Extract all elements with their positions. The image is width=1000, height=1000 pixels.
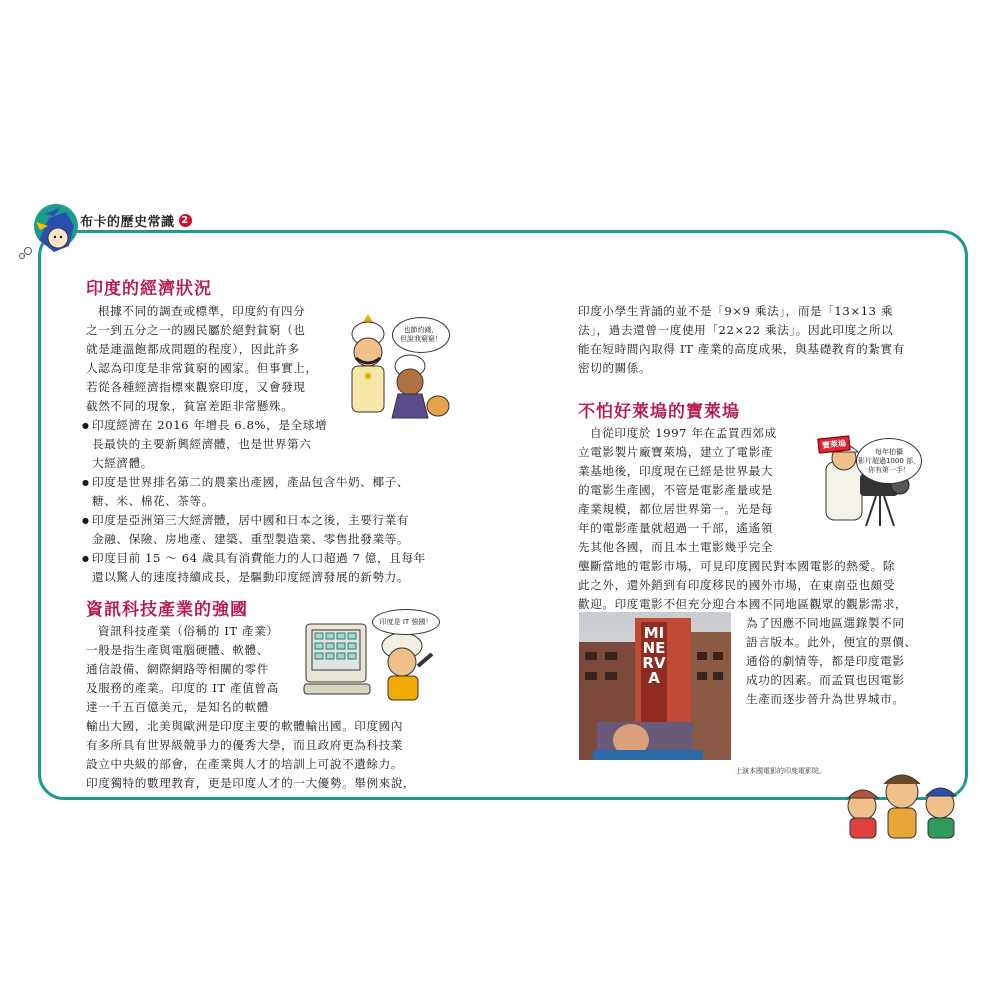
speech-bubble-text: 印度是 IT 強國！ [379,617,433,626]
bullet-item [82,549,426,587]
text-line: 通俗的劇情等，都是印度電影 [746,654,905,668]
film-paragraph-narrow [578,424,803,557]
text-line: 業基地後，印度現在已經是世界最大 [578,464,774,478]
bollywood-sign: 寶萊塢 [817,435,850,453]
text-line: 截然不同的現象，貧富差距非常懸殊。 [86,399,294,413]
series-number-badge: 2 [179,214,192,227]
cinema-sign-text: MINERVA [642,624,666,687]
film-paragraph-right [746,614,921,709]
text-line: 還以驚人的速度持續成長，是驅動印度經濟發展的新勢力。 [92,570,410,584]
text-line: 糖、米、棉花、茶等。 [92,494,214,508]
heading-bollywood: 不怕好萊塢的寶萊塢 [578,402,740,422]
text-line: 達一千五百億美元，是知名的軟體 [86,700,269,714]
speech-bubble [372,609,440,635]
bullet-item [82,511,426,549]
text-line: 密切的關係。 [578,361,652,375]
text-line: 能在短時間內取得 IT 產業的高度成果，與基礎教育的紮實有 [578,342,905,356]
text-line: 此之外，還外銷到有印度移民的國外市場，在東南亞也頗受 [578,578,896,592]
text-line: 一般是指生產與電腦硬體、軟體、 [86,643,269,657]
text-line: 若從各種經濟指標來觀察印度，又會發現 [86,380,306,394]
text-line: ● 印度是世界排名第二的農業出產國，產品包含牛奶、椰子、 [92,475,410,489]
cinema-photo [579,612,731,760]
text-line: 自從印度於 1997 年在孟買西郊成 [590,426,777,440]
text-line: 壟斷當地的電影市場，可見印度國民對本國電影的熱愛。除 [578,559,896,573]
text-line: 通信設備、網際網路等相關的零件 [86,662,269,676]
text-line: 語言版本。此外，便宜的票價、 [746,635,917,649]
economy-intro-paragraph [86,302,326,416]
text-line: 立電影製片廠寶萊塢，建立了電影產 [578,445,774,459]
text-line: 人認為印度是非常貧窮的國家。但事實上， [86,361,318,375]
text-line: 及服務的產業。印度的 IT 產值曾高 [86,681,279,695]
text-line: 根據不同的調查或標準，印度約有四分 [98,304,306,318]
film-paragraph-wide [578,557,918,614]
series-title [80,211,192,230]
heading-india-economy: 印度的經濟狀況 [86,279,212,299]
text-line: 印度小學生背誦的並不是「9×9 乘法」，而是「13×13 乘 [578,304,894,318]
bullet-item [82,416,426,473]
speech-bubble [392,317,450,353]
text-line: 長最快的主要新興經濟體，也是世界第六 [92,437,312,451]
text-line: 產業規模，都位居世界第一。光是每 [578,502,774,516]
it-continued-paragraph [578,302,918,378]
bullet-item [82,473,426,511]
text-line: 就是連溫飽都成問題的程度），因此許多 [86,342,300,356]
text-line: 的電影生產國，不管是電影產量或是 [578,483,774,497]
economy-bullet-list [82,416,426,587]
series-title-text: 布卡的歷史常識 [80,215,175,230]
text-line: ● 印度是亞洲第三大經濟體，居中國和日本之後，主要行業有 [92,513,410,527]
speech-bubble [856,438,922,484]
photo-caption: 上演本國電影的印度電影院。 [735,767,826,775]
text-line: 為了因應不同地區選錄製不同 [746,616,905,630]
text-line: 設立中央級的部會，在產業與人才的培訓上可說不遺餘力。 [86,757,404,771]
text-line: 金融、保險、房地產、建築、重型製造業、零售批發業等。 [92,532,410,546]
text-line: 生產而逐步晉升為世界城市。 [746,692,905,706]
text-line: 年的電影產量就超過一千部，遙遙領 [578,521,774,535]
text-line: 成功的因素。而孟買也因電影 [746,673,905,687]
text-line: 大經濟體。 [92,456,153,470]
text-line: ● 印度經濟在 2016 年增長 6.8%，是全球增 [92,418,328,432]
text-line: 先其他各國，而且本土電影幾乎完全 [578,540,774,554]
speech-bubble-text: 也節約錢， 但說我窮窮！ [400,326,442,343]
text-line: 資訊科技產業（俗稱的 IT 產業） [98,624,279,638]
mascot-group-illustration [838,762,968,842]
text-line: 輸出大國，北美與歐洲是印度主要的軟體輸出國。印度國內 [86,719,404,733]
text-line: ● 印度目前 15 ～ 64 歲具有消費能力的人口超過 7 億，且每年 [92,551,426,565]
text-line: 之一到五分之一的國民屬於絕對貧窮（也 [86,323,306,337]
speech-bubble-text: 每年拍攝 影片超過1000 部， 你有第一手！ [857,447,921,474]
text-line: 有多所具有世界級競爭力的優秀大學，而且政府更為科技業 [86,738,404,752]
text-line: 印度獨特的數理教育，更是印度人才的一大優勢。舉例來說， [86,776,416,790]
text-line: 法」，過去還曾一度使用「22×22 乘法」。因此印度之所以 [578,323,894,337]
heading-it-industry: 資訊科技產業的強國 [86,600,248,620]
text-line: 歡迎。印度電影不但充分迎合本國不同地區觀眾的觀影需求， [578,597,908,611]
